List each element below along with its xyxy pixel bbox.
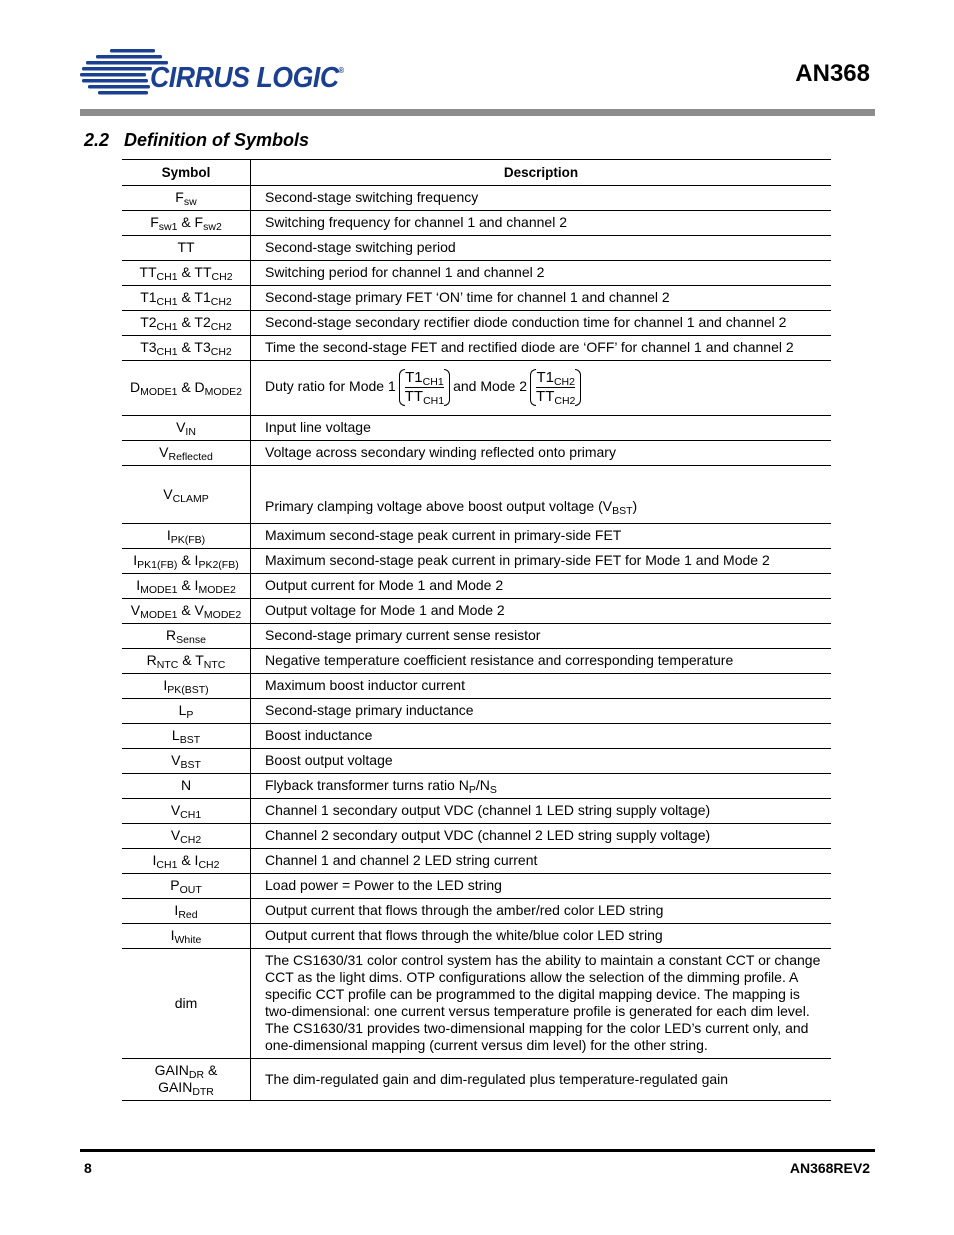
symbol-cell (122, 261, 251, 286)
symbol-cell (122, 624, 251, 649)
symbol-text: I (163, 677, 168, 693)
symbol-text: N (180, 777, 192, 793)
symbol-subscript: Red (178, 909, 198, 921)
table-row (122, 466, 831, 524)
description-cell (251, 549, 832, 574)
symbol-subscript: MODE2 (198, 584, 236, 596)
table-row (122, 649, 831, 674)
table-row (122, 361, 831, 416)
symbol-subscript: BST (180, 759, 201, 771)
table-row (122, 824, 831, 849)
symbol-subscript: MODE1 (140, 609, 178, 621)
description-cell (251, 574, 832, 599)
symbol-subscript: CH1 (156, 346, 178, 358)
document-revision: AN368REV2 (789, 1160, 870, 1176)
description-cell (251, 749, 832, 774)
numerator-text: T1 (536, 369, 554, 386)
table-row (122, 874, 831, 899)
symbol-text: & T1 (177, 289, 211, 305)
symbol-text: V (170, 802, 181, 818)
description-text: Voltage across secondary winding reflected onto primary (265, 444, 616, 460)
denominator-subscript: CH1 (423, 395, 445, 407)
symbol-subscript: PK(BST) (167, 684, 209, 696)
symbol-text: & T3 (177, 339, 211, 355)
symbol-subscript: CH1 (156, 859, 178, 871)
symbol-text: & GAIN (158, 1062, 218, 1095)
symbol-cell (122, 336, 251, 361)
table-row (122, 1059, 831, 1101)
description-text: Switching frequency for channel 1 and channel 2 (265, 214, 567, 230)
symbol-text: GAIN (154, 1062, 189, 1078)
symbol-subscript: CH1 (156, 296, 178, 308)
description-cell (251, 524, 832, 549)
description-text: Maximum second-stage peak current in primary-side FET for Mode 1 and Mode 2 (265, 552, 770, 568)
symbol-cell (122, 649, 251, 674)
description-cell (251, 416, 832, 441)
description-subscript: BST (612, 505, 633, 517)
symbol-text: I (166, 527, 171, 543)
description-cell (251, 466, 832, 524)
description-cell (251, 361, 832, 416)
description-cell (251, 699, 832, 724)
symbol-subscript: MODE1 (140, 386, 178, 398)
page-number: 8 (84, 1160, 92, 1176)
footer-rule (80, 1149, 875, 1152)
symbol-cell (122, 599, 251, 624)
description-text: Maximum second-stage peak current in primary-side FET (265, 527, 622, 543)
symbol-subscript: MODE2 (204, 386, 243, 398)
duty-ratio-fraction (399, 369, 450, 406)
symbol-subscript: CH2 (211, 271, 233, 283)
document-id: AN368 (795, 60, 870, 87)
symbol-text: V (176, 419, 186, 435)
table-row (122, 336, 831, 361)
symbol-subscript: BST (179, 734, 201, 746)
symbol-text: & T2 (177, 314, 211, 330)
table-row (122, 524, 831, 549)
description-cell (251, 441, 832, 466)
description-text: Second-stage switching frequency (265, 189, 479, 205)
description-text: Primary clamping voltage above boost output voltage (V (265, 498, 613, 514)
description-cell (251, 674, 832, 699)
table-row (122, 724, 831, 749)
symbol-text: T3 (140, 339, 157, 355)
symbol-text: T1 (140, 289, 157, 305)
symbol-cell (122, 574, 251, 599)
description-cell (251, 1059, 832, 1101)
description-subscript: P (468, 784, 476, 796)
table-row (122, 749, 831, 774)
description-cell (251, 236, 832, 261)
table-row (122, 899, 831, 924)
symbol-cell (122, 824, 251, 849)
symbol-subscript: CH2 (198, 859, 220, 871)
description-text: Boost output voltage (265, 752, 393, 768)
symbol-cell (122, 924, 251, 949)
symbol-subscript: DR (188, 1069, 205, 1081)
symbol-subscript: MODE2 (203, 609, 242, 621)
table-row (122, 549, 831, 574)
symbol-cell (122, 1059, 251, 1101)
description-text: Output current that flows through the amber/red color LED string (265, 902, 664, 918)
symbol-cell (122, 211, 251, 236)
symbol-subscript: CH1 (180, 809, 202, 821)
symbol-text: D (129, 379, 141, 395)
symbol-subscript: PK(FB) (170, 534, 206, 546)
symbol-text: I (152, 852, 157, 868)
symbol-text: & T (178, 652, 204, 668)
symbol-text: & I (177, 577, 199, 593)
description-text: Negative temperature coefficient resistance and corresponding temperature (265, 652, 734, 668)
symbol-text: TT (177, 239, 195, 255)
table-row (122, 674, 831, 699)
description-text: Flyback transformer turns ratio N (265, 777, 469, 793)
table-row (122, 186, 831, 211)
table-row (122, 624, 831, 649)
denominator-text: TT (536, 388, 555, 405)
symbol-text: R (166, 627, 177, 643)
symbol-subscript: sw (183, 196, 197, 208)
symbol-subscript: P (186, 709, 194, 721)
description-text: and Mode 2 (453, 378, 528, 395)
denominator-text: TT (404, 388, 424, 405)
symbol-subscript: PK2(FB) (198, 559, 239, 571)
symbol-subscript: sw2 (203, 221, 222, 233)
symbol-cell (122, 849, 251, 874)
table-row (122, 574, 831, 599)
table-row (122, 699, 831, 724)
symbol-subscript: CH2 (210, 296, 232, 308)
symbol-text: I (133, 552, 138, 568)
description-text: ) (632, 498, 638, 514)
symbol-cell (122, 949, 251, 1059)
symbol-cell (122, 874, 251, 899)
symbol-cell (122, 286, 251, 311)
symbol-cell (122, 899, 251, 924)
symbol-cell (122, 724, 251, 749)
description-cell (251, 599, 832, 624)
symbol-text: V (171, 752, 181, 768)
description-text: The CS1630/31 color control system has the ability to maintain a constant CCT or change CCT as the light dims. OTP configurations allow the selection of the dimming profile. A specific CCT profile can be programmed to the digital mapping device. The mapping is two-dimensional: one current versus temperature profile is generated for each dim level. The CS1630/31 provides two-dimensional mapping for the color LED’s current only, and one-dimensional mapping (current versus dim level) for the other string. (265, 952, 821, 1053)
symbol-cell (122, 524, 251, 549)
table-row (122, 599, 831, 624)
section-heading (84, 130, 309, 151)
symbol-text: P (170, 877, 180, 893)
description-text: Second-stage secondary rectifier diode conduction time for channel 1 and channel 2 (265, 314, 787, 330)
description-text: Second-stage primary inductance (265, 702, 474, 718)
header-rule (80, 109, 875, 116)
symbol-subscript: CH2 (210, 346, 232, 358)
fraction-numerator (536, 369, 575, 388)
symbol-subscript: PK1(FB) (137, 559, 178, 571)
symbol-text: L (171, 727, 180, 743)
description-text: Input line voltage (265, 419, 371, 435)
description-text: Time the second-stage FET and rectified diode are ‘OFF’ for channel 1 and channel 2 (265, 339, 794, 355)
symbol-text: F (175, 189, 184, 205)
description-text: Channel 1 and channel 2 LED string current (265, 852, 538, 868)
symbol-subscript: CH2 (180, 834, 202, 846)
column-header-symbol: Symbol (122, 160, 251, 186)
fraction-denominator (536, 388, 575, 406)
description-text: Second-stage primary FET ‘ON’ time for channel 1 and channel 2 (265, 289, 670, 305)
table-row (122, 311, 831, 336)
symbol-cell (122, 466, 251, 524)
symbol-subscript: CH2 (210, 321, 232, 333)
description-cell (251, 799, 832, 824)
column-header-description: Description (251, 160, 832, 186)
symbol-subscript: MODE1 (140, 584, 178, 596)
description-text: Channel 1 secondary output VDC (channel 1 LED string supply voltage) (265, 802, 711, 818)
table-row (122, 261, 831, 286)
symbol-subscript: OUT (179, 884, 202, 896)
description-cell (251, 311, 832, 336)
description-cell (251, 949, 832, 1059)
description-cell (251, 874, 832, 899)
description-cell (251, 186, 832, 211)
symbol-cell (122, 186, 251, 211)
symbol-text: & F (177, 214, 204, 230)
symbol-text: & I (177, 852, 199, 868)
fraction-denominator (405, 388, 444, 406)
numerator-subscript: CH1 (422, 376, 444, 388)
symbol-subscript: CH1 (156, 321, 178, 333)
table-row (122, 774, 831, 799)
symbol-cell (122, 361, 251, 416)
description-text: The dim-regulated gain and dim-regulated plus temperature-regulated gain (265, 1070, 729, 1087)
description-text: /N (475, 777, 490, 793)
table-row (122, 924, 831, 949)
symbol-subscript: NTC (156, 659, 179, 671)
symbol-text: I (170, 927, 175, 943)
description-cell (251, 286, 832, 311)
description-cell (251, 899, 832, 924)
denominator-subscript: CH2 (554, 395, 576, 407)
symbol-text: & D (177, 379, 205, 395)
symbol-cell (122, 699, 251, 724)
symbol-text: I (174, 902, 179, 918)
numerator-text: T1 (405, 369, 423, 386)
symbol-subscript: CH1 (156, 271, 178, 283)
description-text: Second-stage switching period (265, 239, 456, 255)
symbol-text: L (178, 702, 187, 718)
description-subscript: S (489, 784, 497, 796)
symbol-text: T2 (140, 314, 157, 330)
numerator-subscript: CH2 (553, 376, 575, 388)
symbol-text: V (130, 602, 141, 618)
description-text: Switching period for channel 1 and channel 2 (265, 264, 545, 280)
table-row (122, 416, 831, 441)
table-row (122, 236, 831, 261)
symbol-cell (122, 549, 251, 574)
description-cell (251, 824, 832, 849)
description-text: Load power = Power to the LED string (265, 877, 502, 893)
symbol-text: V (159, 444, 169, 460)
description-cell (251, 849, 832, 874)
description-text: Second-stage primary current sense resistor (265, 627, 541, 643)
description-cell (251, 724, 832, 749)
symbol-text: TT (139, 264, 157, 280)
description-text: Duty ratio for Mode 1 (265, 378, 396, 395)
symbol-cell (122, 774, 251, 799)
description-cell (251, 649, 832, 674)
symbol-subscript: Reflected (168, 451, 213, 463)
logo-wordmark: CIRRUS LOGIC® (150, 62, 344, 94)
symbol-subscript: NTC (203, 659, 226, 671)
symbol-subscript: DTR (192, 1086, 214, 1098)
table-row (122, 441, 831, 466)
symbol-cell (122, 311, 251, 336)
symbol-subscript: sw1 (158, 221, 178, 233)
table-row (122, 849, 831, 874)
symbol-subscript: White (174, 934, 202, 946)
duty-ratio-fraction (530, 369, 581, 406)
symbol-text: V (170, 827, 181, 843)
table-row (122, 286, 831, 311)
symbol-text: dim (174, 994, 198, 1011)
description-text: Maximum boost inductor current (265, 677, 465, 693)
table-row (122, 949, 831, 1059)
description-text: Output current for Mode 1 and Mode 2 (265, 577, 504, 593)
symbol-cell (122, 236, 251, 261)
symbol-subscript: Sense (176, 634, 206, 646)
description-cell (251, 336, 832, 361)
description-cell (251, 924, 832, 949)
description-cell (251, 261, 832, 286)
description-text: Output current that flows through the white/blue color LED string (265, 927, 663, 943)
description-cell (251, 774, 832, 799)
fraction-numerator (405, 369, 444, 388)
symbol-text: I (136, 577, 141, 593)
symbols-table (122, 159, 831, 1101)
symbol-subscript: IN (185, 426, 196, 438)
description-cell (251, 624, 832, 649)
symbol-cell (122, 416, 251, 441)
description-text: Channel 2 secondary output VDC (channel 2 LED string supply voltage) (265, 827, 711, 843)
description-text: Boost inductance (265, 727, 373, 743)
symbol-cell (122, 749, 251, 774)
symbol-text: & I (177, 552, 199, 568)
symbol-text: F (150, 214, 159, 230)
symbol-cell (122, 441, 251, 466)
symbol-cell (122, 799, 251, 824)
section-number: 2.2 (84, 130, 110, 150)
symbol-subscript: CLAMP (172, 492, 209, 505)
symbol-text: R (146, 652, 157, 668)
table-row (122, 799, 831, 824)
symbol-text: V (163, 485, 173, 502)
symbol-text: & TT (177, 264, 212, 280)
section-title: Definition of Symbols (124, 130, 310, 150)
symbol-cell (122, 674, 251, 699)
description-cell (251, 211, 832, 236)
table-row (122, 211, 831, 236)
symbol-text: & V (177, 602, 204, 618)
description-text: Output voltage for Mode 1 and Mode 2 (265, 602, 505, 618)
